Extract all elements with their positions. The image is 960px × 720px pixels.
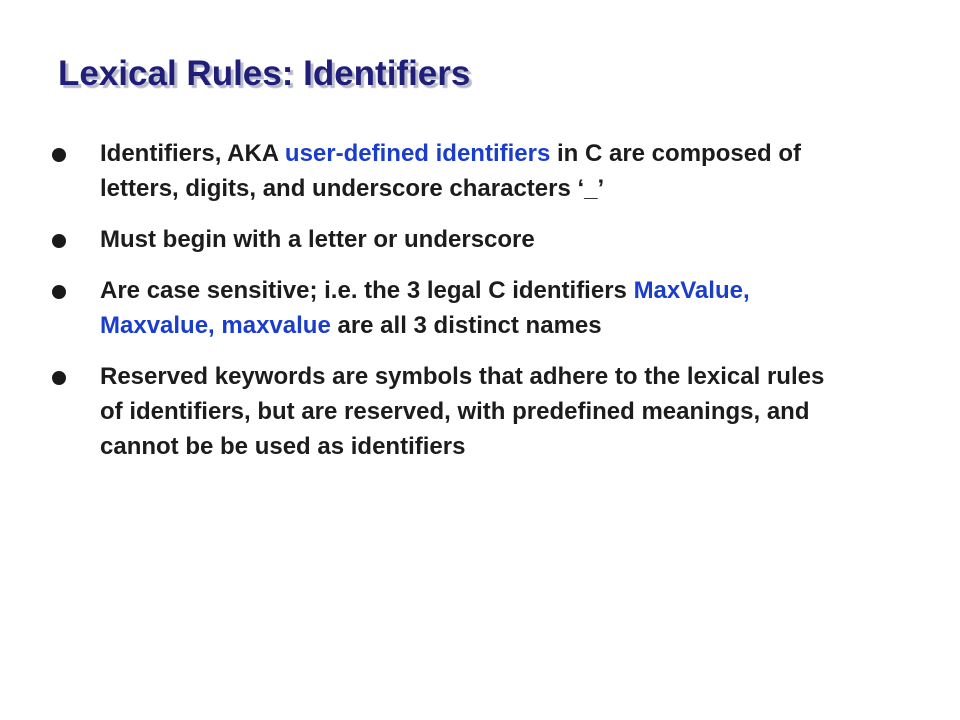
bullet-text: Must begin with a letter or underscore [100,226,535,253]
bullet-list [52,136,852,480]
bullet-item [52,273,852,343]
bullet-text: Identifiers, AKA [100,140,285,167]
bullet-dot-icon [52,234,66,248]
bullet-highlight-text: MaxValue, Maxvalue, maxvalue [100,277,750,339]
bullet-highlight-text: user-defined identifiers [284,140,551,167]
bullet-item [52,136,852,206]
bullet-dot-icon [52,371,66,385]
bullet-text: in C are composed of letters, digits, and underscore characters ‘_’ [100,140,802,202]
bullet-text: are all 3 distinct names [330,312,602,339]
bullet-dot-icon [52,148,66,162]
slide-title: Lexical Rules: Identifiers [58,54,471,93]
bullet-item [52,222,852,257]
bullet-dot-icon [52,285,66,299]
bullet-text: Reserved keywords are symbols that adhere to the lexical rules of identifiers, but are reserved, with predefined meanings, and cannot be be used as identifiers [100,363,825,460]
bullet-item [52,359,852,464]
bullet-text: Are case sensitive; i.e. the 3 legal C identifiers [100,277,634,304]
